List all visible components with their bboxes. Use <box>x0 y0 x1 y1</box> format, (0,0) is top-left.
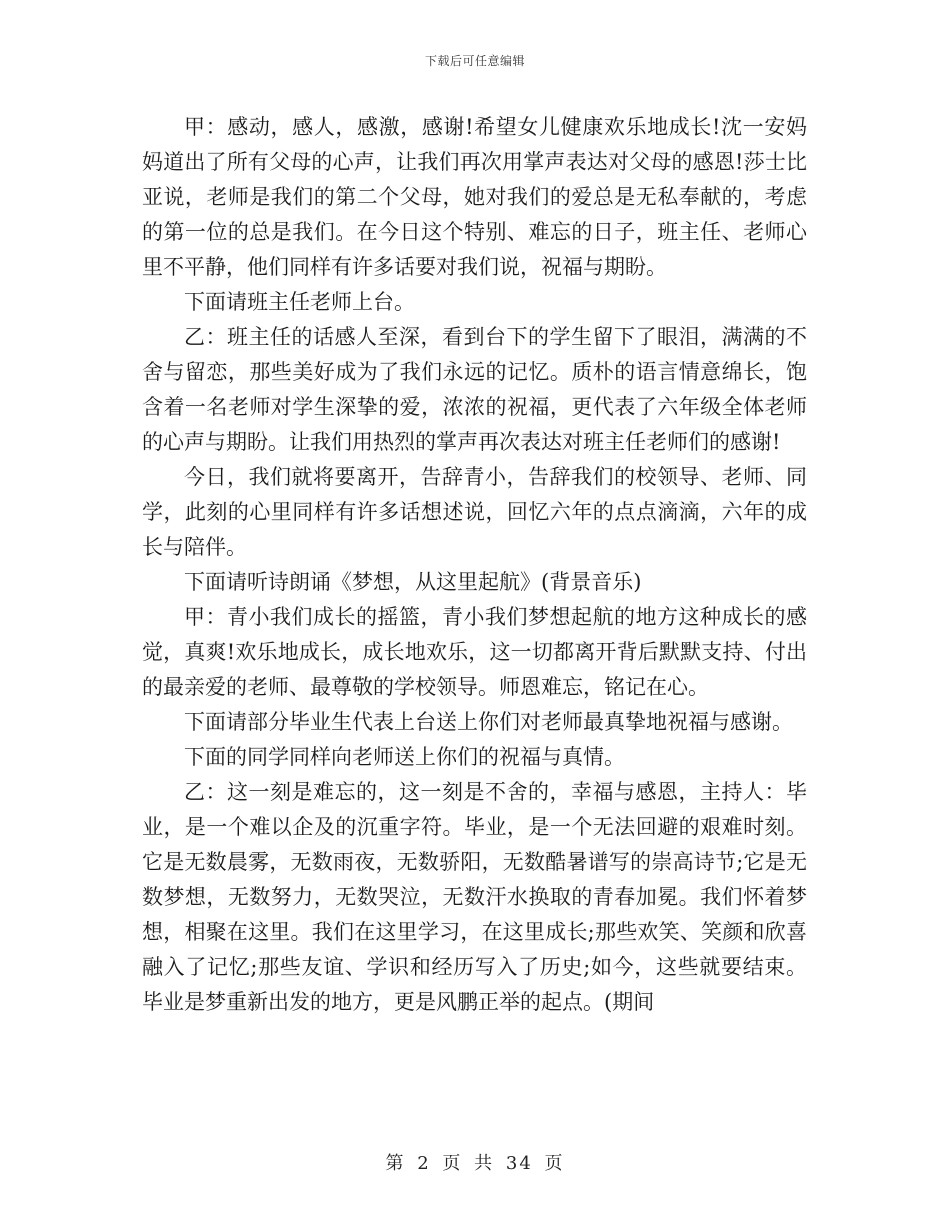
current-page-number: 2 <box>417 1153 431 1174</box>
total-label: 共 <box>474 1153 495 1174</box>
page-footer <box>0 1149 950 1175</box>
paragraph: 乙：这一刻是难忘的，这一刻是不舍的，幸福与感恩，主持人：毕业，是一个难以企及的沉重字符。毕业，是一个无法回避的艰难时刻。它是无数晨雾，无数雨夜，无数骄阳，无数酷暑谱写的崇高诗节;它是无数梦想，无数努力，无数哭泣，无数汗水换取的青春加冕。我们怀着梦想，相聚在这里。我们在这里学习，在这里成长;那些欢笑、笑颜和欣喜融入了记忆;那些友谊、学识和经历写入了历史;如今，这些就要结束。毕业是梦重新出发的地方，更是风鹏正举的起点。(期间 <box>142 780 807 1014</box>
total-pages-number: 34 <box>505 1153 533 1174</box>
paragraph: 下面的同学同样向老师送上你们的祝福与真情。 <box>184 745 625 769</box>
paragraph: 下面请班主任老师上台。 <box>184 290 415 314</box>
paragraph: 今日，我们就将要离开，告辞青小，告辞我们的校领导、老师、同学，此刻的心里同样有许多话想述说，回忆六年的点点滴滴，六年的成长与陪伴。 <box>142 465 807 559</box>
page-label-suffix: 页 <box>544 1153 565 1174</box>
page-label-mid: 页 <box>442 1153 463 1174</box>
paragraph: 甲：感动，感人，感激，感谢!希望女儿健康欢乐地成长!沈一安妈妈道出了所有父母的心声，让我们再次用掌声表达对父母的感恩!莎士比亚说，老师是我们的第二个父母，她对我们的爱总是无私奉献的，考虑的第一位的总是我们。在今日这个特别、难忘的日子，班主任、老师心里不平静，他们同样有许多话要对我们说，祝福与期盼。 <box>142 115 807 279</box>
document-body <box>142 110 807 1020</box>
paragraph: 下面请听诗朗诵《梦想，从这里起航》(背景音乐) <box>184 570 642 594</box>
page-header: 下载后可任意编辑 <box>424 54 525 68</box>
paragraph: 甲：青小我们成长的摇篮，青小我们梦想起航的地方这种成长的感觉，真爽!欢乐地成长，成长地欢乐，这一切都离开背后默默支持、付出的最亲爱的老师、最尊敬的学校领导。师恩难忘，铭记在心。 <box>142 605 807 699</box>
paragraph: 乙：班主任的话感人至深，看到台下的学生留下了眼泪，满满的不舍与留恋，那些美好成为了我们永远的记忆。质朴的语言情意绵长，饱含着一名老师对学生深挚的爱，浓浓的祝福，更代表了六年级全体老师的心声与期盼。让我们用热烈的掌声再次表达对班主任老师们的感谢! <box>142 325 807 454</box>
paragraph: 下面请部分毕业生代表上台送上你们对老师最真挚地祝福与感谢。 <box>184 710 793 734</box>
page-label-prefix: 第 <box>385 1153 406 1174</box>
